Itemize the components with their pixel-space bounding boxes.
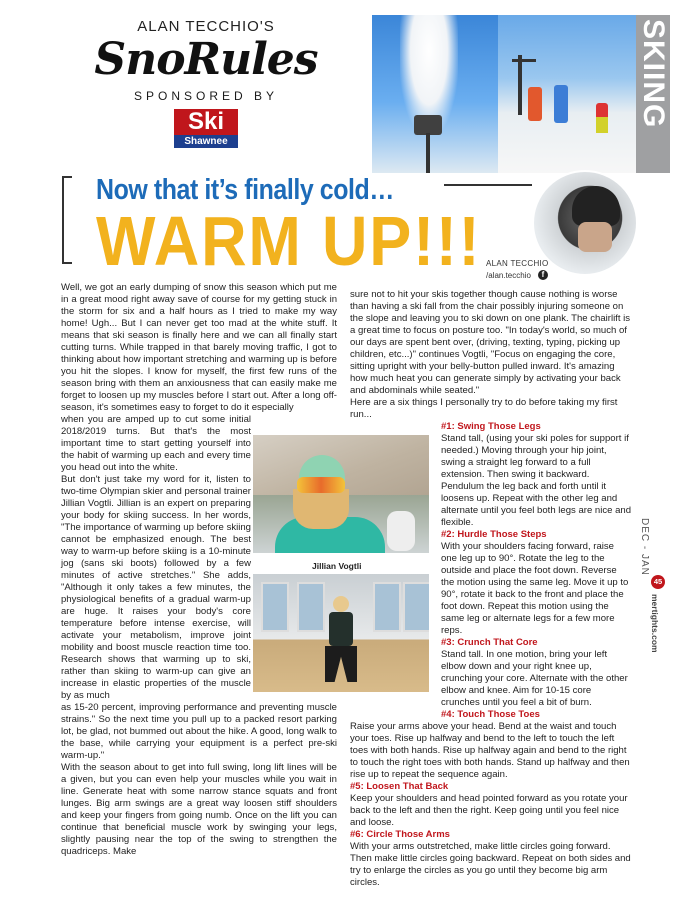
sponsor-logo-word1: Ski	[174, 109, 238, 135]
page-number: 45	[651, 575, 665, 589]
article-column-1	[61, 282, 337, 858]
section-tab-label: SKIING	[637, 19, 670, 129]
tip-title: #5: Loosen That Back	[350, 781, 449, 792]
tip-body: Stand tall. In one motion, bring your left elbow down and your right knee up, crunching your core. Alternate with the other elbow and knee. Aim for 10-15 core crunches until you feel a bit of burn.	[441, 649, 628, 708]
headline-rule	[444, 184, 532, 186]
tip-title: #3: Crunch That Core	[441, 637, 538, 648]
column-byline: ALAN TECCHIO'S	[137, 18, 275, 35]
tip-body: Raise your arms above your head. Bend at the waist and touch your toes. Rise up halfway and bend to the left to touch the left toes with both hands. Rise up halfway again and bend to the right to touch the right toes with both hands. Stand up halfway and then rise up to repeat the sequence again.	[350, 721, 630, 780]
facebook-icon[interactable]: f	[538, 270, 548, 280]
author-handle[interactable]: /alan.tecchio	[486, 271, 531, 280]
paragraph: But don't just take my word for it, listen to two-time Olympian skier and personal trainer Jillian Vogtli. Jillian is an expert on preparing your body for skiing success. In her words, "The importance of warming up before skiing cannot be emphasized enough. The best way to warm-up before skiing is a 10-minute jog (sans ski boots) followed by a few minutes of active stretches." She adds, "Although it only takes a few minutes, the physiological benefits of a gradual warm-up are huge. It raises your body's core temperature before intense exercise, will activate your metabolism, improve joint mobility and boost muscle reaction time too. Research shows that warming up to ski, rather than skiing to warm-up can give an increase in elastic properties of the muscle by as much	[61, 474, 251, 701]
article-column-2	[350, 289, 631, 889]
sponsored-label: SPONSORED BY	[133, 89, 279, 103]
paragraph: Here are a six things I personally try to do before taking my first run...	[350, 397, 618, 420]
paragraph: as 15-20 percent, improving performance and preventing muscle strains." So the next time you pull up to a packed resort parking lot, be glad, not bummed out about the hike. A good, long walk to the base, while carrying your equipment is a perfect pre-ski warm-up."	[61, 702, 337, 761]
snowmaking-photo	[372, 15, 498, 173]
issue-date: DEC - JAN	[639, 518, 650, 576]
tips-narrow-block	[441, 421, 631, 721]
headline-line-2: WARM UP!!!	[96, 202, 482, 280]
paragraph: sure not to hit your skis together though cause nothing is worse than having a ski fall from the chair possibly injuring someone on the slope and leaving you to ski down on one plank. The chairlift is a great time to focus on posture too. "In today's world, so much of our days are spent bent over, (driving, texting, typing, picking up children, etc...)" continues Vogtli, "Focus on engaging the core, sitting upright with your belly-button pulled inward. It's amazing how much heat you can generate simply by activating your back and abdominals while seated."	[350, 289, 631, 396]
tip-title: #6: Circle Those Arms	[350, 829, 450, 840]
headline-line-1: Now that it’s finally cold…	[96, 174, 394, 206]
ski-shawnee-logo	[174, 109, 238, 148]
tip-body: With your arms outstretched, make little circles going forward. Then make little circles going backward. Repeat on both sides and try to enlarge the circles as you go until they become big arm circles.	[350, 841, 631, 888]
paragraph: With the season about to get into full swing, long lift lines will be a given, but you can even help your muscles while you wait in line. Generate heat with some narrow stance squats and front lunges. Big arm swings are a great way loosen stiff shoulders and keep your fingers from going numb. Once on the lift you can continue that beneficial muscle work by swinging your legs, slightly pausing near the top of the swing to strengthen the quadriceps. Make	[61, 762, 337, 857]
tip-body: Stand tall, (using your ski poles for support if needed.) Moving through your hip joint, swing a straight leg forward to a full extension. Then swing it backward. Pendulum the leg back and forth until it loosens up. Repeat with the other leg and alternate until you feel both legs are nice and flexible.	[441, 433, 632, 528]
site-url[interactable]: mertights.com	[650, 594, 660, 653]
masthead	[56, 18, 356, 149]
headline-bracket	[62, 176, 72, 264]
sponsor-logo-word2: Shawnee	[174, 135, 238, 148]
photo-caption: Jillian Vogtli	[308, 561, 365, 571]
tip-title: #2: Hurdle Those Steps	[441, 529, 547, 540]
tip-title: #1: Swing Those Legs	[441, 421, 541, 432]
section-tab	[636, 15, 670, 173]
tip-title: #4: Touch Those Toes	[441, 709, 540, 720]
paragraph: when you are amped up to cut some initial 2018/2019 turns. But that's the most important time to start getting yourself into the habit of warming up each and every time you head out into the white.	[61, 414, 251, 473]
tip-body: Keep your shoulders and head pointed forward as you rotate your back to the left and then the right. Keep going until you feel nice and loose.	[350, 793, 628, 828]
skiers-photo	[498, 15, 636, 173]
tip-body: With your shoulders facing forward, raise one leg up to 90°. Rotate the leg to the outside and place the foot down. Reverse the motion using the same leg. Move it up to 90°, rotate it back to the front and place the foot down. Repeat this motion using the same leg or alternate legs for a few more reps.	[441, 541, 629, 636]
snorules-logo: SnoRules	[94, 34, 318, 85]
author-name: ALAN TECCHIO	[486, 259, 549, 268]
paragraph: Well, we got an early dumping of snow this season which put me in a great mood right away save of course for my getting stuck in the storm for six and a half hours as I tried to make my way home! Ugh... But I can never get too mad at the white stuff. It means that ski season is finally here and we can all finally start cutting turns. While trapped in that barely moving traffic, I got to thinking about how important stretching and warming up is before you hit the slopes. I know for myself, the first few runs of the season bring with them an anxiousness that can easily make me forget to loosen up my muscles before I start out. After a long off-season, it's sometimes easy to forget to do it especially	[61, 282, 337, 413]
